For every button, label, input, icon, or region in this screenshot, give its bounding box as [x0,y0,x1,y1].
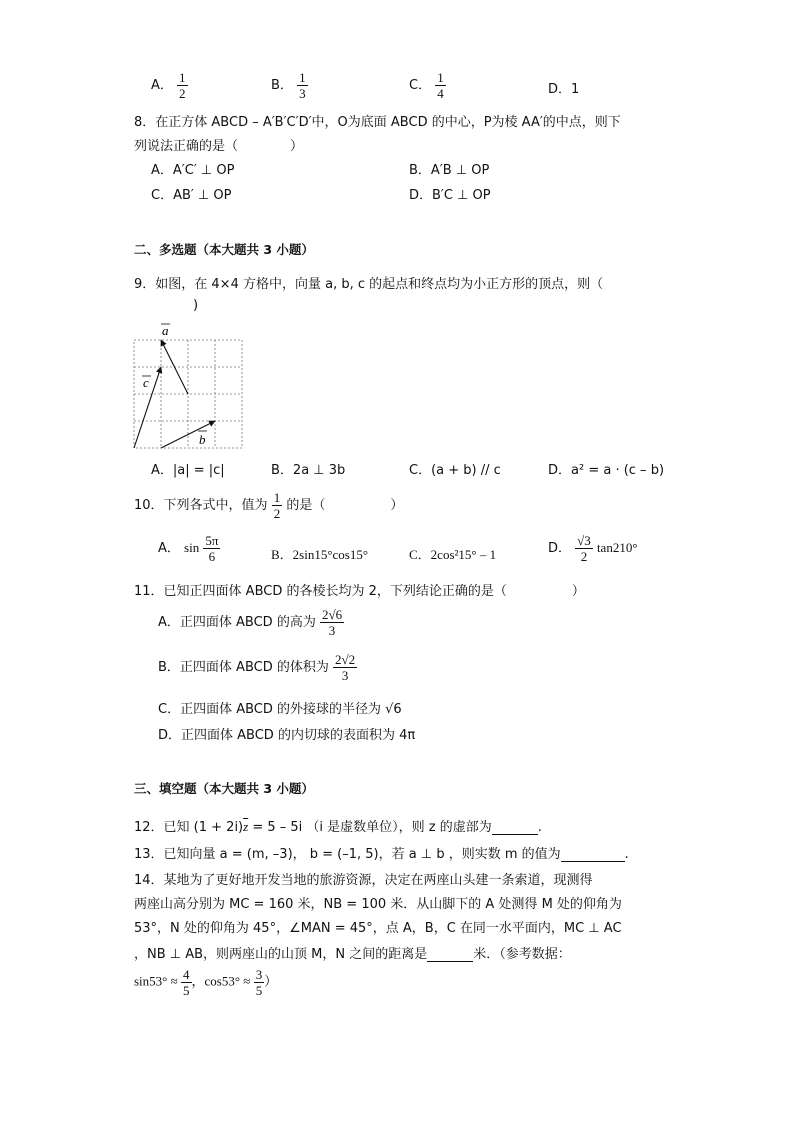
q10-option-a [158,533,220,564]
q11-b-text: B．正四面体 ABCD 的体积为 [158,660,329,675]
q10-option-c: C．2cos²15° – 1 [409,547,497,562]
q10-stem [134,490,403,521]
q11-b-num: 2√2 [335,652,356,667]
q8-option-a: A．A′C′ ⊥ OP [151,163,235,178]
q10-stem-num: 1 [273,490,281,505]
q9-option-c: C．(a + b) // c [409,463,501,478]
q10-a-num: 5π [205,533,219,548]
q8-option-c: C．AB′ ⊥ OP [151,188,232,203]
q14-line2: 两座山高分别为 MC = 160 米，NB = 100 米．从山脚下的 A 处测得 M 处的仰角为 [134,897,622,912]
q10-d-label: D． [548,541,572,556]
q10-a-fn: sin [184,540,200,555]
q7-a-den: 2 [179,86,186,101]
q8-stem-line1: 8．在正方体 ABCD – A′B′C′D′中，O为底面 ABCD 的中心，P为棱 AA′的中点，则下 [134,115,621,130]
q7-option-d [548,78,579,97]
q7-b-fraction [297,70,308,101]
q14-ref1-den: 5 [183,983,190,998]
q10-stem-fraction [272,490,283,521]
q14-ref2-den: 5 [255,983,263,998]
q11-a-text: A．正四面体 ABCD 的高为 [158,615,316,630]
q12-zbar: $\overline{z}$ [243,819,249,834]
q10-stem-post: 的是（ ） [286,498,404,513]
q7-option-a [151,70,188,101]
q12-stem [134,816,542,835]
q10-option-d [548,533,638,564]
q7-d-value: 1 [571,82,580,97]
q14-line4-post: 米．（参考数据： [473,947,571,962]
q7-c-num: 1 [437,70,444,85]
q7-a-fraction [177,70,188,101]
q10-a-fraction [203,533,220,564]
q7-option-b [271,70,308,101]
q11-b-fraction [333,652,357,683]
q9-option-a: A．|a| = |c| [151,463,225,478]
q10-d-fn: tan210° [596,540,638,555]
vector-c-label: c [143,375,149,390]
q10-d-num: √3 [577,533,591,548]
q7-b-num: 1 [299,70,306,85]
q7-c-den: 4 [437,86,444,101]
q14-ref2-fraction [254,967,265,998]
section-fill-in-heading: 三、填空题（本大题共 3 小题） [134,781,314,796]
section-multiple-choice-heading: 二、多选题（本大题共 3 小题） [134,242,314,257]
q11-stem: 11．已知正四面体 ABCD 的各棱长均为 2，下列结论正确的是（ ） [134,584,585,599]
q11-option-d: D．正四面体 ABCD 的内切球的表面积为 4π [158,728,416,743]
q14-ref2-num: 3 [255,967,263,982]
q7-d-label: D． [548,82,572,97]
q14-reference-data [134,967,277,998]
q7-b-den: 3 [299,86,306,101]
q14-line1: 14．某地为了更好地开发当地的旅游资源，决定在两座山头建一条索道，现测得 [134,873,593,888]
q10-stem-pre: 10．下列各式中，值为 [134,498,268,513]
q13-stem [134,843,629,862]
q12-pre: 12．已知 (1 + 2i) [134,820,244,835]
q10-d-fraction [575,533,593,564]
q7-c-label: C． [409,78,432,93]
q10-option-b: B．2sin15°cos15° [271,547,369,562]
q8-option-b: B．A′B ⊥ OP [409,163,490,178]
q9-stem-line2: ) [193,298,199,313]
q11-b-den: 3 [341,668,349,683]
q7-c-fraction [435,70,446,101]
q11-a-num: 2√6 [321,607,343,622]
q12-mid: = 5 – 5i （i 是虚数单位），则 z 的虚部为 [248,820,492,835]
q11-a-fraction [320,607,344,638]
q11-option-c: C．正四面体 ABCD 的外接球的半径为 √6 [158,702,402,717]
q14-ref1-fraction [181,967,192,998]
q14-ref1-pre: sin53° ≈ [134,973,178,989]
q10-a-label: A． [158,541,180,556]
q14-ref-close: ） [264,973,278,989]
q7-option-c [409,70,446,101]
q10-a-den: 6 [208,549,216,564]
q14-line4 [134,943,571,962]
q9-stem-line1: 9．如图，在 4×4 方格中，向量 a, b, c 的起点和终点均为小正方形的顶点，则（ [134,277,604,292]
q11-option-b [158,652,357,683]
q14-answer-blank[interactable] [427,946,473,962]
q12-answer-blank[interactable] [492,819,538,835]
q7-a-label: A． [151,78,173,93]
q14-line4-pre: ，NB ⊥ AB，则两座山的山顶 M，N 之间的距离是 [134,947,428,962]
q11-a-den: 3 [328,623,336,638]
q10-stem-den: 2 [273,506,281,521]
q14-line3: 53°，N 处的仰角为 45°，∠MAN = 45°，点 A，B，C 在同一水平面内，MC ⊥ AC [134,921,622,936]
q9-option-d: D．a² = a · (c – b) [548,463,665,478]
vector-b-label: b [199,432,206,447]
q14-ref2-pre: ，cos53° ≈ [191,973,251,989]
q10-d-den: 2 [580,549,588,564]
q8-option-d: D．B′C ⊥ OP [409,188,491,203]
q11-option-a [158,607,344,638]
q9-grid-figure [128,318,248,453]
q9-option-b: B．2a ⊥ 3b [271,463,346,478]
q7-b-label: B． [271,78,293,93]
q7-a-num: 1 [179,70,186,85]
q13-pre: 13．已知向量 a = (m, –3)， b = (–1, 5)，若 a ⊥ b ，则实数 m 的值为 [134,847,561,862]
vector-a-label: a [162,323,169,338]
q8-stem-line2: 列说法正确的是（ ） [134,139,304,154]
q13-answer-blank[interactable] [561,846,625,862]
q14-ref1-num: 4 [183,967,190,982]
q12-post: . [537,820,542,835]
q13-post: . [624,847,629,862]
